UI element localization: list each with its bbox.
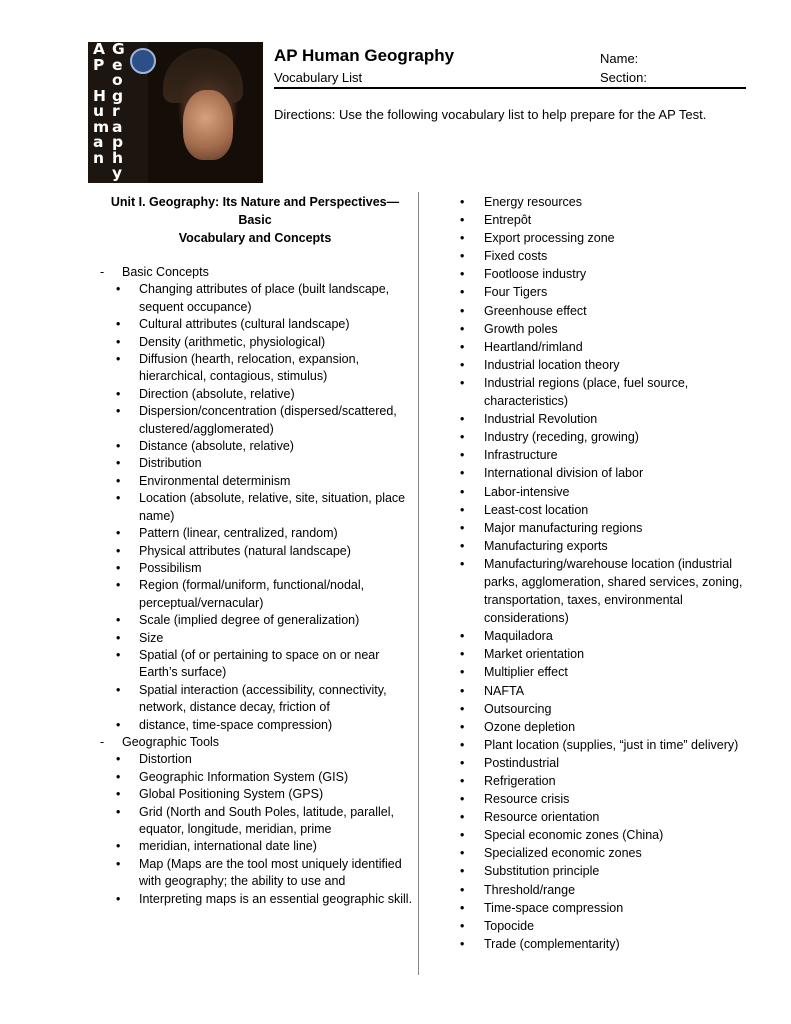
list-item: • Infrastructure	[434, 446, 764, 464]
unit-heading-line1: Unit I. Geography: Its Nature and Perspectives—Basic	[110, 195, 400, 227]
logo-letter: a	[112, 117, 123, 136]
list-item: • distance, time-space compression)	[88, 717, 414, 734]
list-item: • Postindustrial	[434, 754, 764, 772]
list-item: • Maquiladora	[434, 627, 764, 645]
list-item: • Four Tigers	[434, 283, 764, 301]
logo-letter: m	[93, 117, 110, 136]
list-item: • Threshold/range	[434, 881, 764, 899]
list-item: • Market orientation	[434, 645, 764, 663]
portrait-face	[183, 90, 233, 160]
logo-letter: h	[112, 148, 124, 167]
logo-letter: a	[93, 133, 104, 151]
school-seal-icon	[130, 48, 156, 74]
list-item: • Special economic zones (China)	[434, 826, 764, 844]
list-item: • Changing attributes of place (built landscape, sequent occupance)	[88, 281, 414, 316]
logo-letter: H	[93, 86, 106, 105]
logo-letters-ap-human	[93, 42, 109, 166]
list-item: • Manufacturing/warehouse location (industrial parks, agglomeration, shared services, zoning, transportation, taxes, environmental considerations)	[434, 555, 764, 627]
list-item: • Map (Maps are the tool most uniquely identified with geography; the ability to use and	[88, 856, 414, 891]
list-item: • Resource crisis	[434, 790, 764, 808]
concept-group-heading: - Geographic Tools	[100, 734, 220, 749]
list-item: • Resource orientation	[434, 808, 764, 826]
logo-letter: g	[112, 86, 124, 105]
list-item: • Distribution	[88, 455, 414, 472]
list-item: • Dispersion/concentration (dispersed/scattered, clustered/agglomerated)	[88, 403, 414, 438]
list-item: • Multiplier effect	[434, 663, 764, 681]
list-item: • Density (arithmetic, physiological)	[88, 334, 414, 351]
name-label: Name:	[600, 51, 639, 66]
logo-letter: r	[112, 102, 120, 120]
page-title: AP Human Geography	[274, 46, 455, 65]
unit-heading-line2: Vocabulary and Concepts	[178, 231, 332, 245]
list-item: • Export processing zone	[434, 229, 764, 247]
logo-letter: P	[93, 55, 105, 74]
list-item: • Manufacturing exports	[434, 537, 764, 555]
left-column	[88, 193, 414, 908]
list-item: • Global Positioning System (GPS)	[88, 786, 414, 803]
list-item: • Industry (receding, growing)	[434, 428, 764, 446]
right-column	[434, 193, 764, 953]
concept-list	[88, 751, 414, 908]
list-item: • Pattern (linear, centralized, random)	[88, 525, 414, 542]
list-item: • Cultural attributes (cultural landscape)	[88, 316, 414, 333]
list-item: • Size	[88, 630, 414, 647]
logo-letter: A	[93, 42, 105, 58]
list-item: • NAFTA	[434, 682, 764, 700]
list-item: • Fixed costs	[434, 247, 764, 265]
logo-letter: e	[112, 55, 123, 74]
list-item: • Growth poles	[434, 320, 764, 338]
list-item: • Industrial location theory	[434, 356, 764, 374]
logo-letter: G	[112, 42, 125, 58]
list-item: • Distance (absolute, relative)	[88, 438, 414, 455]
logo-letter: n	[93, 148, 105, 167]
directions-text: Directions: Use the following vocabulary list to help prepare for the AP Test.	[274, 107, 707, 122]
header-rule	[274, 87, 746, 89]
concept-list	[88, 281, 414, 734]
list-item: • International division of labor	[434, 464, 764, 482]
ap-human-geography-logo	[88, 42, 263, 183]
concept-groups	[88, 264, 414, 908]
list-item: • Spatial (of or pertaining to space on or near Earth’s surface)	[88, 647, 414, 682]
list-item: • Footloose industry	[434, 265, 764, 283]
logo-letter: p	[112, 133, 124, 151]
logo-letter: u	[93, 102, 105, 120]
list-item: • Industrial regions (place, fuel source, characteristics)	[434, 374, 764, 410]
logo-letter: o	[112, 71, 123, 89]
concept-group-label: Geographic Tools	[122, 734, 220, 749]
list-item: • Environmental determinism	[88, 473, 414, 490]
list-item: • Heartland/rimland	[434, 338, 764, 356]
list-item: • Region (formal/uniform, functional/nodal, perceptual/vernacular)	[88, 577, 414, 612]
list-item: • Energy resources	[434, 193, 764, 211]
list-item: • Topocide	[434, 917, 764, 935]
list-item: • Major manufacturing regions	[434, 519, 764, 537]
list-item: • Refrigeration	[434, 772, 764, 790]
list-item: • Spatial interaction (accessibility, connectivity, network, distance decay, friction of	[88, 682, 414, 717]
list-item: • Diffusion (hearth, relocation, expansion, hierarchical, contagious, stimulus)	[88, 351, 414, 386]
list-item: • Possibilism	[88, 560, 414, 577]
list-item: • Physical attributes (natural landscape)	[88, 543, 414, 560]
list-item: • Location (absolute, relative, site, situation, place name)	[88, 490, 414, 525]
list-item: • Time-space compression	[434, 899, 764, 917]
list-item: • Specialized economic zones	[434, 844, 764, 862]
logo-letter: y	[112, 164, 123, 182]
list-item: • Industrial Revolution	[434, 410, 764, 428]
list-item: • Interpreting maps is an essential geographic skill.	[88, 891, 414, 908]
list-item: • meridian, international date line)	[88, 838, 414, 855]
list-item: • Grid (North and South Poles, latitude, parallel, equator, longitude, meridian, prime	[88, 804, 414, 839]
logo-letters-geography	[112, 42, 125, 182]
unit-heading	[88, 193, 414, 247]
list-item: • Labor-intensive	[434, 483, 764, 501]
concept-group-label: Basic Concepts	[122, 265, 209, 279]
page-subtitle: Vocabulary List	[274, 70, 363, 85]
list-item: • Direction (absolute, relative)	[88, 386, 414, 403]
list-item: • Ozone depletion	[434, 718, 764, 736]
list-item: • Geographic Information System (GIS)	[88, 769, 414, 786]
section-label: Section:	[600, 70, 647, 85]
vocabulary-list-right	[434, 193, 764, 953]
list-item: • Entrepôt	[434, 211, 764, 229]
list-item: • Trade (complementarity)	[434, 935, 764, 953]
concept-group-heading: - Basic Concepts	[100, 265, 209, 279]
column-divider	[418, 192, 419, 975]
list-item: • Plant location (supplies, “just in time” delivery)	[434, 736, 764, 754]
list-item: • Distortion	[88, 751, 414, 768]
list-item: • Greenhouse effect	[434, 302, 764, 320]
list-item: • Substitution principle	[434, 862, 764, 880]
list-item: • Scale (implied degree of generalization)	[88, 612, 414, 629]
list-item: • Outsourcing	[434, 700, 764, 718]
list-item: • Least-cost location	[434, 501, 764, 519]
